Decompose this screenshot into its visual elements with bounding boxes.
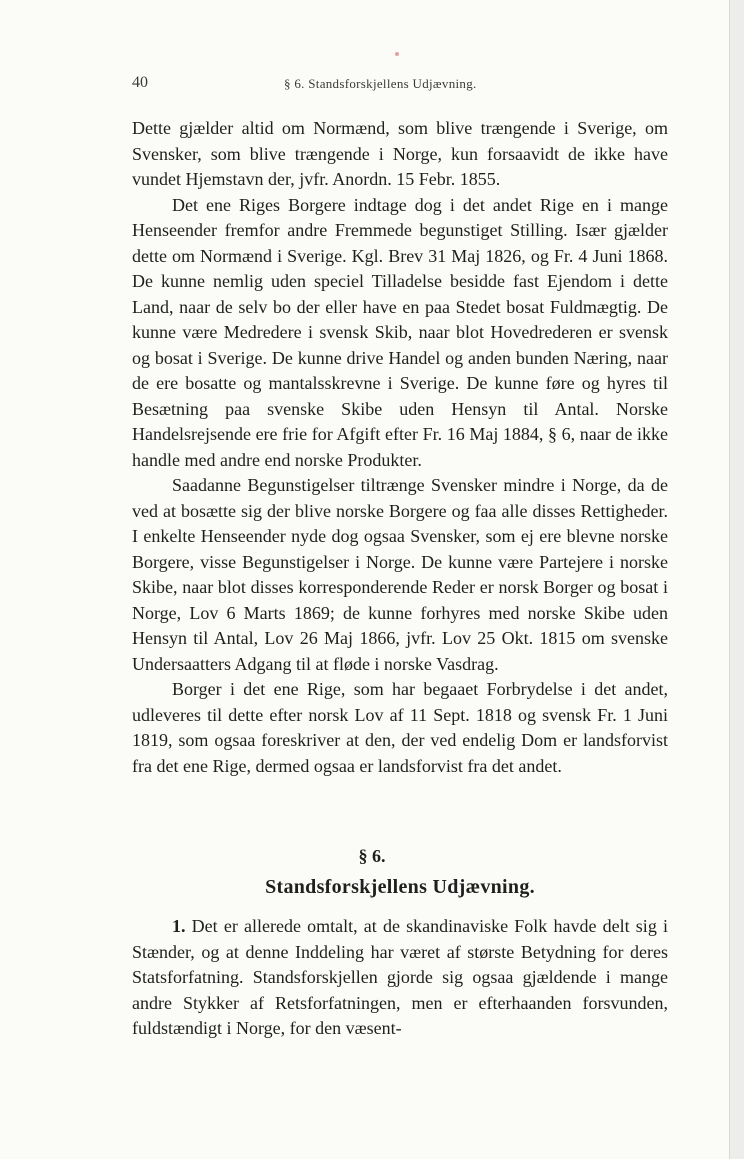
paragraph: Det ene Riges Borgere indtage dog i det andet Rige en i mange Henseender fremfor andre Fremmede begunstiget Stilling. Især gjælder dette om Normænd i Sverige. Kgl. Brev 31 Maj 1826, og Fr. 4 Juni 1868. De kunne nemlig uden speciel Tilladelse besidde fast Ejendom i dette Land, naar de selv bo der eller have en paa Stedet bosat Fuldmægtig. De kunne være Medredere i svensk Skib, naar blot Hovedrederen er svensk og bosat i Sverige. De kunne drive Handel og anden bunden Næring, naar de ere bosatte og mantalsskrevne i Sverige. De kunne føre og hyres til Besætning paa svenske Skibe uden Hensyn til Antal. Norske Handelsrejsende ere frie for Afgift efter Fr. 16 Maj 1884, § 6, naar de ikke handle med andre end norske Produkter. [132, 194, 668, 470]
paragraph-text: Det er allerede omtalt, at de skandinaviske Folk havde delt sig i Stænder, og at denne Inddeling har været af største Betydning for deres Statsforfatning. Standsforskjellen gjorde sig ogsaa gjældende i mange andre Stykker af Retsforfatningen, men er efterhaanden forsvunden, fuldstændigt i Norge, for den væsent- [132, 916, 668, 1038]
section-mark: § 6. [358, 846, 386, 866]
running-head [132, 74, 667, 98]
numbered-paragraph [132, 914, 668, 1042]
paragraph: Saadanne Begunstigelser tiltrænge Svensker mindre i Norge, da de ved at bosætte sig der blive norske Borgere og faa alle disses Rettigheder. I enkelte Henseender nyde dog ogsaa Svensker, som ej ere blevne norske Borgere, visse Begunstigelser i Norge. De kunne være Partejere i norske Skibe, naar blot disses korresponderende Reder er norsk Borger og bosat i Norge, Lov 6 Marts 1869; de kunne forhyres med norske Skibe uden Hensyn til Antal, Lov 26 Maj 1866, jvfr. Lov 25 Okt. 1815 om svenske Undersaatters Adgang til at fløde i norske Vasdrag. [132, 475, 668, 674]
paragraph: Dette gjælder altid om Normænd, som blive trængende i Sverige, om Svensker, som blive trængende i Norge, kun forsaavidt de ikke have vundet Hjemstavn der, jvfr. Anordn. 15 Febr. 1855. [132, 118, 668, 189]
paragraph-number: 1. [172, 916, 186, 936]
paragraph: Borger i det ene Rige, som har begaaet Forbrydelse i det andet, udleveres til dette efter norsk Lov af 11 Sept. 1818 og svensk Fr. 1 Juni 1819, som ogsaa foreskriver at den, der ved endelig Dom er landsforvist fra det ene Rige, dermed ogsaa er landsforvist fra det andet. [132, 679, 668, 776]
page-number: 40 [132, 74, 148, 91]
section-title: Standsforskjellens Udjævning. [265, 876, 535, 898]
body-text-bottom [132, 914, 668, 1042]
ink-spot [395, 52, 399, 56]
running-title: § 6. Standsforskjellens Udjævning. [284, 76, 477, 91]
page-edge [730, 0, 744, 1159]
body-text-top [132, 116, 668, 779]
